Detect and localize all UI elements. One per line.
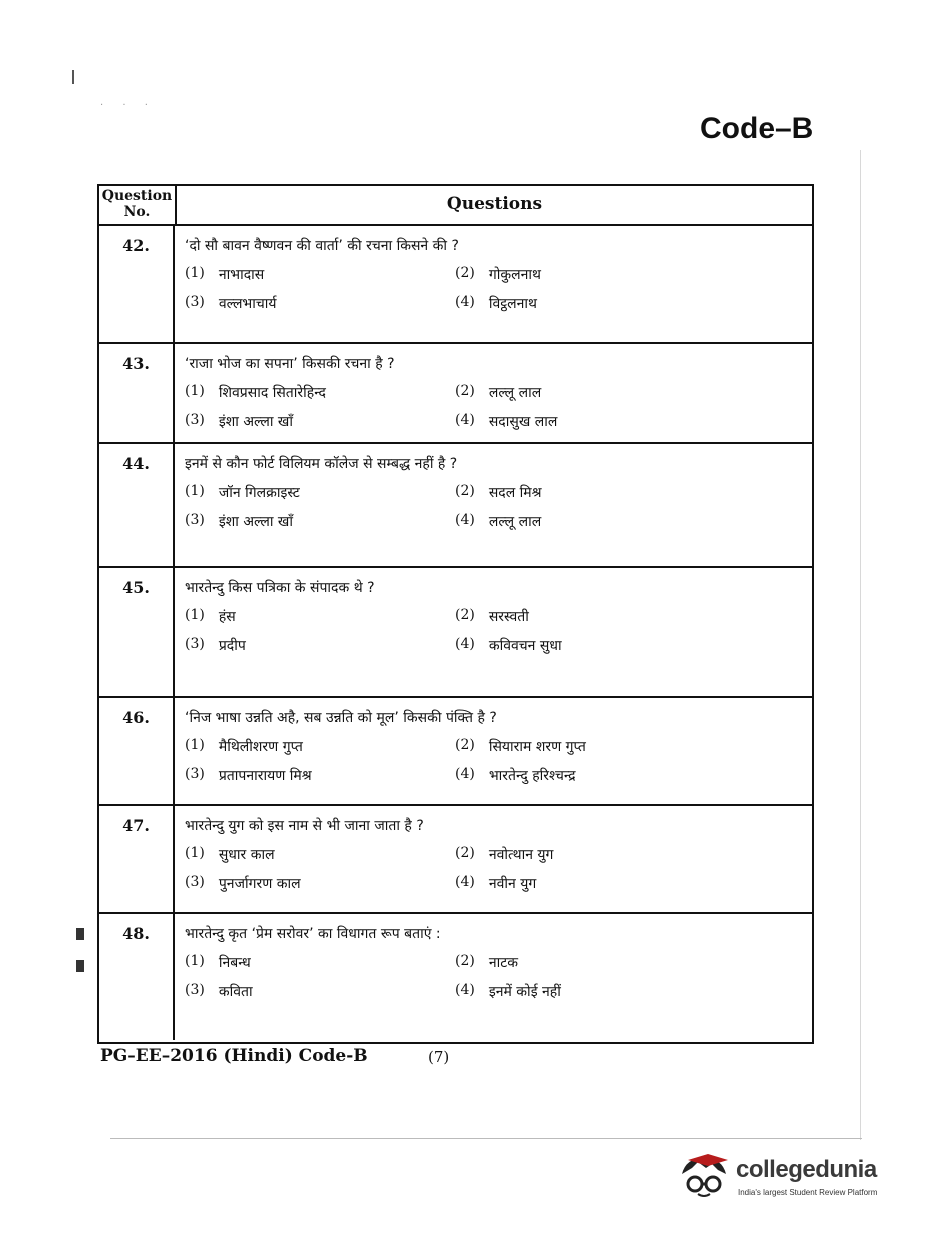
option-number: (2)	[455, 383, 475, 399]
option-text: प्रदीप	[218, 638, 246, 654]
option-number: (3)	[185, 412, 205, 428]
question-row	[99, 444, 812, 568]
option-number: (4)	[455, 874, 475, 890]
answer-option	[185, 766, 455, 785]
answer-option	[455, 766, 715, 785]
option-text: वल्लभाचार्य	[218, 296, 277, 312]
option-text: जॉन गिलक्राइस्ट	[218, 485, 300, 501]
question-body	[175, 568, 812, 696]
answer-option	[185, 294, 455, 313]
option-text: नाटक	[488, 955, 519, 971]
option-text: सियाराम शरण गुप्त	[488, 739, 586, 755]
answer-option	[185, 607, 455, 626]
option-number: (2)	[455, 483, 475, 499]
option-number: (4)	[455, 512, 475, 528]
option-text: सदासुख लाल	[488, 414, 558, 430]
question-text: ‘राजा भोज का सपना’ किसकी रचना है ?	[185, 356, 395, 372]
option-text: हंस	[218, 609, 236, 625]
option-text: निबन्ध	[218, 955, 251, 971]
scan-edge-bottom	[110, 1138, 862, 1139]
question-row	[99, 568, 812, 698]
answer-option	[185, 982, 455, 1001]
option-number: (1)	[185, 383, 205, 399]
answer-option	[185, 636, 455, 655]
option-number: (4)	[455, 636, 475, 652]
answer-option	[185, 383, 455, 402]
brand-name: collegedunia	[736, 1156, 877, 1183]
question-number: 48.	[99, 914, 175, 1040]
options-grid	[185, 737, 812, 785]
option-text: नाभादास	[218, 267, 265, 283]
brand-block	[678, 1146, 908, 1206]
table-header	[99, 186, 812, 226]
question-number: 42.	[99, 226, 175, 342]
question-text: भारतेन्दु कृत ‘प्रेम सरोवर’ का विधागत रूप बताएं :	[185, 926, 441, 942]
option-number: (4)	[455, 294, 475, 310]
options-grid	[185, 383, 812, 431]
option-text: विट्ठलनाथ	[488, 296, 537, 312]
question-text: भारतेन्दु युग को इस नाम से भी जाना जाता है ?	[185, 818, 424, 834]
option-text: इंशा अल्ला खाँ	[218, 414, 293, 430]
question-rows	[99, 226, 812, 1040]
option-number: (1)	[185, 265, 205, 281]
option-text: कविता	[218, 984, 253, 1000]
option-text: मैथिलीशरण गुप्त	[218, 739, 303, 755]
option-text: पुनर्जागरण काल	[218, 876, 301, 892]
paper-code-heading: Code–B	[700, 112, 814, 145]
option-number: (2)	[455, 953, 475, 969]
option-text: सरस्वती	[488, 609, 529, 625]
options-grid	[185, 265, 812, 313]
scan-mark	[72, 70, 74, 84]
answer-option	[455, 412, 715, 431]
option-number: (3)	[185, 874, 205, 890]
question-number: 46.	[99, 698, 175, 804]
question-table	[97, 184, 814, 1044]
question-row	[99, 226, 812, 344]
question-body	[175, 698, 812, 804]
question-body	[175, 806, 812, 912]
binder-mark	[76, 960, 84, 972]
option-number: (3)	[185, 982, 205, 998]
question-text: इनमें से कौन फोर्ट विलियम कॉलेज से सम्बद्ध नहीं है ?	[185, 456, 458, 472]
option-number: (2)	[455, 737, 475, 753]
answer-option	[185, 265, 455, 284]
answer-option	[185, 874, 455, 893]
options-grid	[185, 483, 812, 531]
question-number: 44.	[99, 444, 175, 566]
option-text: लल्लू लाल	[488, 385, 542, 401]
answer-option	[455, 874, 715, 893]
option-number: (1)	[185, 483, 205, 499]
answer-option	[455, 636, 715, 655]
answer-option	[455, 737, 715, 756]
question-text: भारतेन्दु किस पत्रिका के संपादक थे ?	[185, 580, 375, 596]
option-text: गोकुलनाथ	[488, 267, 541, 283]
question-row	[99, 914, 812, 1040]
question-body	[175, 914, 812, 1040]
mascot-logo-icon	[678, 1152, 730, 1198]
option-number: (1)	[185, 607, 205, 623]
option-number: (3)	[185, 512, 205, 528]
question-row	[99, 698, 812, 806]
option-number: (1)	[185, 845, 205, 861]
answer-option	[185, 737, 455, 756]
option-number: (2)	[455, 607, 475, 623]
scan-noise: · · ·	[100, 100, 156, 111]
answer-option	[185, 512, 455, 531]
option-number: (2)	[455, 845, 475, 861]
option-text: सदल मिश्र	[488, 485, 542, 501]
options-grid	[185, 953, 812, 1001]
option-text: शिवप्रसाद सितारेहिन्द	[218, 385, 326, 401]
scan-edge	[860, 150, 861, 1140]
option-number: (3)	[185, 636, 205, 652]
question-body	[175, 444, 812, 566]
question-text: ‘निज भाषा उन्नति अहै, सब उन्नति को मूल’ किसकी पंक्ति है ?	[185, 710, 497, 726]
option-number: (1)	[185, 953, 205, 969]
question-number: 43.	[99, 344, 175, 442]
answer-option	[455, 982, 715, 1001]
option-number: (4)	[455, 766, 475, 782]
answer-option	[185, 845, 455, 864]
option-text: लल्लू लाल	[488, 514, 542, 530]
answer-option	[455, 265, 715, 284]
options-grid	[185, 607, 812, 655]
answer-option	[185, 412, 455, 431]
question-row	[99, 806, 812, 914]
question-body	[175, 344, 812, 442]
options-grid	[185, 845, 812, 893]
question-body	[175, 226, 812, 342]
answer-option	[455, 845, 715, 864]
option-text: नवीन युग	[488, 876, 537, 892]
question-row	[99, 344, 812, 444]
footer-paper-code: PG–EE–2016 (Hindi) Code-B	[100, 1046, 368, 1066]
option-number: (3)	[185, 294, 205, 310]
option-number: (1)	[185, 737, 205, 753]
question-number: 47.	[99, 806, 175, 912]
option-number: (4)	[455, 412, 475, 428]
answer-option	[455, 383, 715, 402]
option-text: इंशा अल्ला खाँ	[218, 514, 293, 530]
answer-option	[455, 512, 715, 531]
answer-option	[455, 953, 715, 972]
col-header-number: Question No.	[99, 186, 177, 224]
question-text: ‘दो सौ बावन वैष्णवन की वार्ता’ की रचना किसने की ?	[185, 238, 459, 254]
col-header-questions: Questions	[446, 194, 543, 214]
option-number: (2)	[455, 265, 475, 281]
option-text: भारतेन्दु हरिश्चन्द्र	[488, 768, 576, 784]
option-number: (4)	[455, 982, 475, 998]
brand-tagline: India's largest Student Review Platform	[738, 1188, 878, 1197]
option-number: (3)	[185, 766, 205, 782]
option-text: कविवचन सुधा	[488, 638, 562, 654]
answer-option	[455, 294, 715, 313]
answer-option	[185, 953, 455, 972]
binder-mark	[76, 928, 84, 940]
answer-option	[455, 483, 715, 502]
answer-option	[185, 483, 455, 502]
option-text: इनमें कोई नहीं	[488, 984, 561, 1000]
page-number: (7)	[428, 1048, 450, 1066]
option-text: प्रतापनारायण मिश्र	[218, 768, 312, 784]
answer-option	[455, 607, 715, 626]
option-text: नवोत्थान युग	[488, 847, 554, 863]
option-text: सुधार काल	[218, 847, 275, 863]
question-number: 45.	[99, 568, 175, 696]
